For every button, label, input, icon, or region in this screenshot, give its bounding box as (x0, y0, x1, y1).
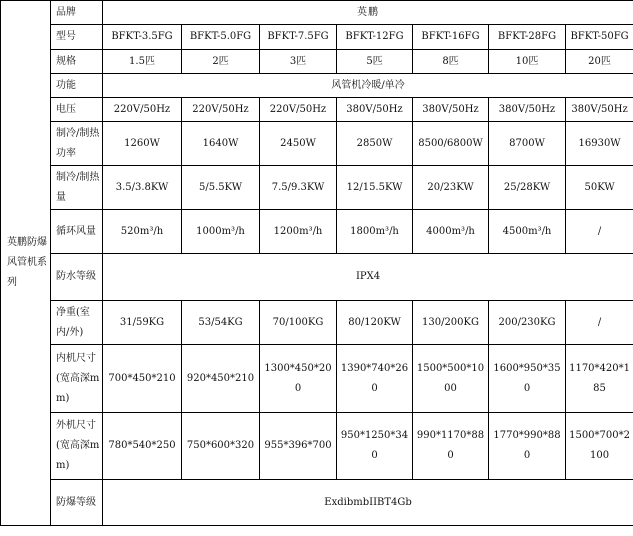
waterproof-value: IPX4 (103, 254, 633, 301)
table-cell: 380V/50Hz (337, 98, 413, 122)
row-label: 功能 (51, 74, 103, 98)
row-waterproof (1, 254, 633, 301)
row-function (1, 74, 633, 98)
table-cell: 1640W (182, 122, 260, 166)
table-cell: 1500*700*2100 (566, 413, 633, 480)
row-airflow (1, 210, 633, 254)
row-explosion-proof (1, 480, 633, 526)
table-cell: 4500m³/h (489, 210, 566, 254)
table-cell: 380V/50Hz (413, 98, 489, 122)
table-cell: 4000m³/h (413, 210, 489, 254)
table-cell: BFKT-16FG (413, 25, 489, 50)
brand-value: 英鹏 (103, 1, 633, 25)
table-cell: 10匹 (489, 50, 566, 74)
table-cell: 8匹 (413, 50, 489, 74)
table-cell: 1600*950*350 (489, 345, 566, 413)
table-cell: 3匹 (260, 50, 337, 74)
table-cell: BFKT-5.0FG (182, 25, 260, 50)
table-cell: 380V/50Hz (489, 98, 566, 122)
row-label: 制冷/制热功率 (51, 122, 103, 166)
table-cell: 955*396*700 (260, 413, 337, 480)
table-cell: 780*540*250 (103, 413, 182, 480)
table-cell: 12/15.5KW (337, 166, 413, 210)
table-cell: 8500/6800W (413, 122, 489, 166)
table-cell: 31/59KG (103, 301, 182, 345)
table-cell: 25/28KW (489, 166, 566, 210)
row-spec (1, 50, 633, 74)
table-cell: 220V/50Hz (182, 98, 260, 122)
row-power (1, 122, 633, 166)
table-cell: 1800m³/h (337, 210, 413, 254)
table-cell: 2850W (337, 122, 413, 166)
table-cell: BFKT-28FG (489, 25, 566, 50)
table-cell: / (566, 210, 633, 254)
table-cell: 220V/50Hz (103, 98, 182, 122)
row-label: 外机尺寸(宽高深mm) (51, 413, 103, 480)
table-cell: 990*1170*880 (413, 413, 489, 480)
table-cell: 16930W (566, 122, 633, 166)
row-label: 品牌 (51, 1, 103, 25)
table-cell: 1170*420*185 (566, 345, 633, 413)
table-cell: / (566, 301, 633, 345)
table-cell: 2450W (260, 122, 337, 166)
table-cell: 50KW (566, 166, 633, 210)
row-label: 防水等级 (51, 254, 103, 301)
table-cell: 700*450*210 (103, 345, 182, 413)
row-label: 规格 (51, 50, 103, 74)
row-outdoor-size (1, 413, 633, 480)
table-cell: 1200m³/h (260, 210, 337, 254)
table-cell: 200/230KG (489, 301, 566, 345)
table-cell: 130/200KG (413, 301, 489, 345)
table-cell: 5匹 (337, 50, 413, 74)
row-capacity (1, 166, 633, 210)
table-cell: 70/100KG (260, 301, 337, 345)
function-value: 风管机冷暖/单冷 (103, 74, 633, 98)
row-label: 内机尺寸(宽高深mm) (51, 345, 103, 413)
row-weight (1, 301, 633, 345)
table-cell: 1000m³/h (182, 210, 260, 254)
table-cell: 20/23KW (413, 166, 489, 210)
table-cell: 8700W (489, 122, 566, 166)
row-label: 电压 (51, 98, 103, 122)
table-cell: BFKT-3.5FG (103, 25, 182, 50)
explosion-proof-value: ExdibmbIIBT4Gb (103, 480, 633, 526)
series-label: 英鹏防爆风管机系列 (1, 1, 51, 526)
table-cell: BFKT-12FG (337, 25, 413, 50)
table-cell: 380V/50Hz (566, 98, 633, 122)
row-label: 型号 (51, 25, 103, 50)
table-cell: 5/5.5KW (182, 166, 260, 210)
table-cell: 7.5/9.3KW (260, 166, 337, 210)
table-cell: 920*450*210 (182, 345, 260, 413)
table-cell: BFKT-7.5FG (260, 25, 337, 50)
table-cell: 520m³/h (103, 210, 182, 254)
row-voltage (1, 98, 633, 122)
table-cell: 80/120KW (337, 301, 413, 345)
table-cell: BFKT-50FG (566, 25, 633, 50)
table-cell: 53/54KG (182, 301, 260, 345)
table-cell: 1.5匹 (103, 50, 182, 74)
row-label: 循环风量 (51, 210, 103, 254)
row-label: 制冷/制热量 (51, 166, 103, 210)
row-model (1, 25, 633, 50)
table-cell: 20匹 (566, 50, 633, 74)
row-label: 防爆等级 (51, 480, 103, 526)
table-cell: 750*600*320 (182, 413, 260, 480)
row-label: 净重(室内/外) (51, 301, 103, 345)
row-brand (1, 1, 633, 25)
row-indoor-size (1, 345, 633, 413)
table-cell: 1260W (103, 122, 182, 166)
table-cell: 220V/50Hz (260, 98, 337, 122)
table-cell: 1770*990*880 (489, 413, 566, 480)
table-cell: 1390*740*260 (337, 345, 413, 413)
table-cell: 3.5/3.8KW (103, 166, 182, 210)
table-cell: 2匹 (182, 50, 260, 74)
table-cell: 1300*450*200 (260, 345, 337, 413)
table-cell: 950*1250*340 (337, 413, 413, 480)
table-cell: 1500*500*1000 (413, 345, 489, 413)
